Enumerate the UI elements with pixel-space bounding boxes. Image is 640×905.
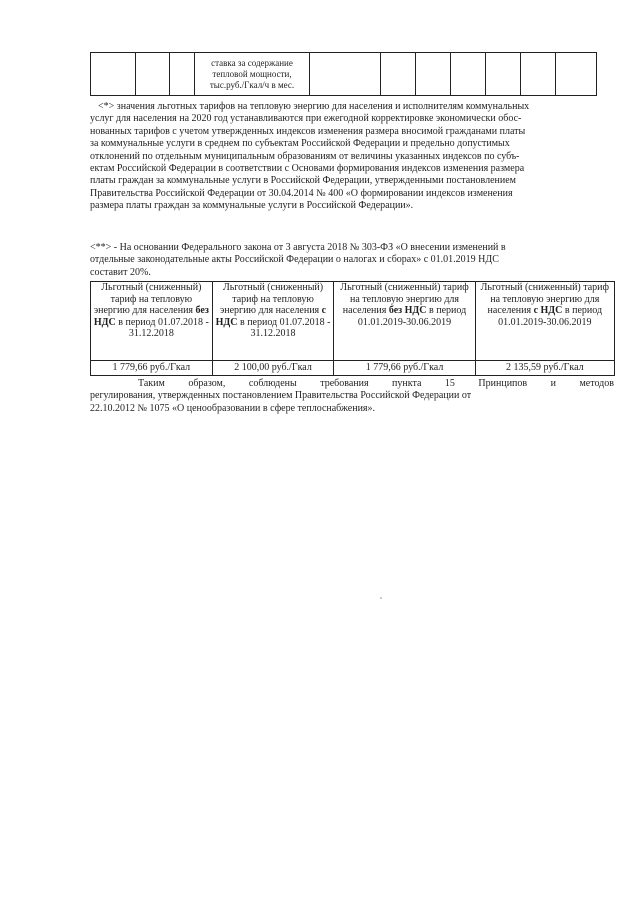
header-text: Льготный (сниженный) тариф на тепловую энергию для населения bbox=[480, 282, 610, 317]
table-header-cell bbox=[334, 282, 475, 361]
text-line: регулирования, утвержденных постановлением Правительства Российской Федерации от bbox=[90, 390, 472, 402]
scan-speck bbox=[380, 597, 382, 599]
table-header-cell bbox=[91, 282, 213, 361]
table-cell bbox=[195, 53, 310, 96]
header-period: в период 01.01.2019-30.06.2019 bbox=[357, 305, 467, 328]
table-cell bbox=[170, 53, 195, 96]
closing-paragraph bbox=[90, 378, 614, 415]
table-cell bbox=[556, 53, 597, 96]
text-line: <*> значения льготных тарифов на тепловую энергию для населения и исполнителям коммунальных bbox=[98, 101, 530, 112]
rate-description bbox=[195, 58, 309, 91]
tariff-value: 2 100,00 руб./Гкал bbox=[212, 361, 334, 376]
text-line: Правительства Российской Федерации от 30.04.2014 № 400 «О формировании индексов изменения bbox=[90, 187, 513, 199]
footnote-two bbox=[90, 242, 614, 279]
preferential-tariff-table bbox=[90, 281, 615, 376]
table-cell bbox=[91, 53, 136, 96]
text-line: платы граждан за коммунальные услуги в Российской Федерации, утвержденными постановлением bbox=[90, 175, 517, 187]
text-line: отклонений по отдельным муниципальным образованиям от величины указанных индексов по субъ- bbox=[90, 150, 520, 162]
header-period: в период 01.07.2018 - 31.12.2018 bbox=[237, 316, 331, 340]
table-cell bbox=[486, 53, 521, 96]
table-header-cell bbox=[212, 282, 334, 361]
cell-line: тыс.руб./Гкал/ч в мес. bbox=[209, 79, 295, 90]
table-cell bbox=[521, 53, 556, 96]
header-period: в период 01.01.2019-30.06.2019 bbox=[498, 305, 603, 328]
footnote-one bbox=[90, 101, 614, 213]
table-cell bbox=[310, 53, 381, 96]
text-line: <**> - На основании Федерального закона от 3 августа 2018 № 303-ФЗ «О внесении изменений в bbox=[90, 242, 506, 253]
table-row bbox=[91, 361, 615, 376]
table-cell bbox=[381, 53, 416, 96]
text-line: отдельные законодательные акты Российской Федерации о налогах и сборах» с 01.01.2019 НДС bbox=[90, 254, 499, 266]
header-text: Льготный (сниженный) тариф на тепловую энергию для населения bbox=[219, 282, 324, 317]
tariff-value: 1 779,66 руб./Гкал bbox=[334, 361, 475, 376]
cell-line: ставка за содержание bbox=[211, 57, 293, 68]
header-text: Льготный (сниженный) тариф на тепловую энергию для населения bbox=[340, 282, 469, 317]
table-cell bbox=[451, 53, 486, 96]
text-line: ектам Российской Федерации в соответствии с Основами формирования индексов изменения размера bbox=[90, 163, 525, 175]
cell-line: тепловой мощности, bbox=[212, 68, 292, 79]
text-line: Таким образом, соблюдены требования пункта 15 Принципов и методов bbox=[138, 378, 614, 389]
header-vat-label: без НДС bbox=[388, 305, 427, 317]
tariff-table-fragment bbox=[90, 52, 597, 96]
text-line: 22.10.2012 № 1075 «О ценообразовании в сфере теплоснабжения». bbox=[90, 402, 376, 414]
table-cell bbox=[136, 53, 170, 96]
header-period: в период 01.07.2018 - 31.12.2018 bbox=[115, 316, 209, 340]
tariff-value: 2 135,59 руб./Гкал bbox=[475, 361, 614, 376]
text-line: составит 20%. bbox=[90, 266, 151, 278]
table-row bbox=[91, 53, 597, 96]
tariff-value: 1 779,66 руб./Гкал bbox=[91, 361, 213, 376]
text-line: нованных тарифов с учетом утвержденных индексов изменения размера вносимой гражданами платы bbox=[90, 125, 526, 137]
table-header-row bbox=[91, 282, 615, 361]
header-vat-label: без НДС bbox=[93, 305, 209, 328]
header-vat-label: с НДС bbox=[215, 305, 327, 328]
text-line: размера платы граждан за коммунальные услуги в Российской Федерации». bbox=[90, 200, 414, 212]
header-text: Льготный (сниженный) тариф на тепловую энергию для населения bbox=[93, 282, 202, 317]
header-vat-label: с НДС bbox=[533, 305, 563, 317]
text-line: услуг для населения на 2020 год устанавливаются при ежегодной корректировке экономически обос- bbox=[90, 113, 522, 125]
text-line: за коммунальные услуги в среднем по субъектам Российской Федерации и предельно допустимых bbox=[90, 138, 510, 150]
table-cell bbox=[416, 53, 451, 96]
table-header-cell bbox=[475, 282, 614, 361]
